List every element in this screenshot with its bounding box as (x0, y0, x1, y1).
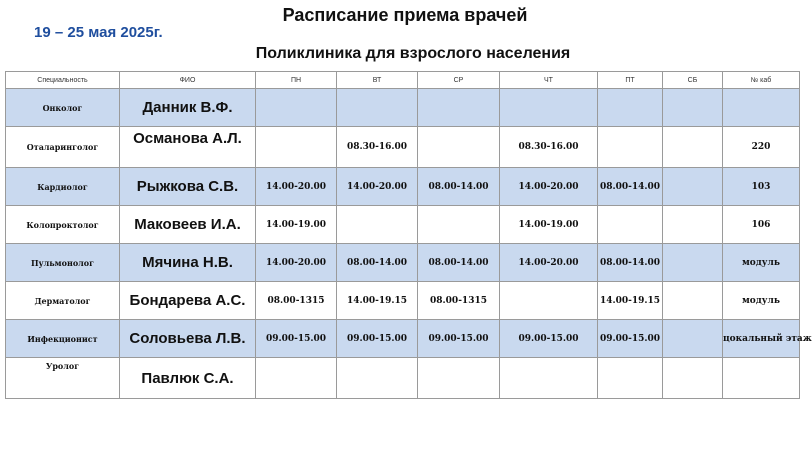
friday-hours-cell: 08.00-14.00 (598, 168, 663, 206)
table-row (6, 206, 800, 244)
table-row (6, 127, 800, 168)
monday-hours-cell (256, 89, 337, 127)
table-row (6, 168, 800, 206)
wednesday-hours-cell: 08.00-1315 (418, 282, 500, 320)
table-header-row (6, 72, 800, 89)
specialty-cell: Дерматолог (6, 282, 120, 320)
specialty-cell: Пульмонолог (6, 244, 120, 282)
wednesday-hours-cell: 09.00-15.00 (418, 320, 500, 358)
table-row (6, 320, 800, 358)
room-cell: 220 (723, 127, 800, 168)
friday-hours-cell (598, 206, 663, 244)
col-header-tue: ВТ (337, 72, 418, 89)
tuesday-hours-cell: 09.00-15.00 (337, 320, 418, 358)
room-cell (723, 89, 800, 127)
thursday-hours-cell: 09.00-15.00 (500, 320, 598, 358)
doctor-name-cell: Маковеев И.А. (120, 206, 256, 244)
table-row (6, 89, 800, 127)
thursday-hours-cell: 14.00-20.00 (500, 168, 598, 206)
wednesday-hours-cell (418, 206, 500, 244)
saturday-hours-cell (663, 320, 723, 358)
doctor-name-cell: Мячина Н.В. (120, 244, 256, 282)
saturday-hours-cell (663, 127, 723, 168)
schedule-table (5, 71, 812, 399)
saturday-hours-cell (663, 244, 723, 282)
doctor-name-cell: Бондарева А.С. (120, 282, 256, 320)
friday-hours-cell: 08.00-14.00 (598, 244, 663, 282)
monday-hours-cell: 14.00-19.00 (256, 206, 337, 244)
col-header-mon: ПН (256, 72, 337, 89)
doctor-name-cell: Османова А.Л. (120, 127, 256, 168)
friday-hours-cell: 14.00-19.15 (598, 282, 663, 320)
wednesday-hours-cell (418, 89, 500, 127)
page-subtitle: Поликлиника для взрослого населения (255, 45, 571, 62)
specialty-cell: Оталаринголог (6, 127, 120, 168)
room-cell (723, 358, 800, 399)
room-cell: модуль (723, 244, 800, 282)
specialty-cell: Онколог (6, 89, 120, 127)
friday-hours-cell (598, 89, 663, 127)
saturday-hours-cell (663, 358, 723, 399)
saturday-hours-cell (663, 206, 723, 244)
tuesday-hours-cell (337, 358, 418, 399)
table-row (6, 358, 800, 399)
doctor-name-cell: Рыжкова С.В. (120, 168, 256, 206)
thursday-hours-cell: 08.30-16.00 (500, 127, 598, 168)
col-header-room: № каб (723, 72, 800, 89)
room-cell: 103 (723, 168, 800, 206)
monday-hours-cell: 09.00-15.00 (256, 320, 337, 358)
specialty-cell: Уролог (6, 358, 120, 399)
tuesday-hours-cell: 08.00-14.00 (337, 244, 418, 282)
wednesday-hours-cell: 08.00-14.00 (418, 168, 500, 206)
wednesday-hours-cell (418, 358, 500, 399)
monday-hours-cell: 14.00-20.00 (256, 168, 337, 206)
table-row (6, 282, 800, 320)
col-header-wed: СР (418, 72, 500, 89)
tuesday-hours-cell: 14.00-19.15 (337, 282, 418, 320)
col-header-thu: ЧТ (500, 72, 598, 89)
monday-hours-cell: 08.00-1315 (256, 282, 337, 320)
room-cell: цокальный этаж (723, 320, 800, 358)
page-title: Расписание приема врачей (282, 5, 528, 25)
tuesday-hours-cell: 14.00-20.00 (337, 168, 418, 206)
specialty-cell: Инфекционист (6, 320, 120, 358)
thursday-hours-cell: 14.00-20.00 (500, 244, 598, 282)
monday-hours-cell (256, 358, 337, 399)
tuesday-hours-cell (337, 89, 418, 127)
col-header-fri: ПТ (598, 72, 663, 89)
thursday-hours-cell (500, 358, 598, 399)
room-cell: модуль (723, 282, 800, 320)
thursday-hours-cell (500, 89, 598, 127)
saturday-hours-cell (663, 89, 723, 127)
friday-hours-cell (598, 358, 663, 399)
doctor-name-cell: Павлюк С.А. (120, 358, 256, 399)
monday-hours-cell (256, 127, 337, 168)
col-header-sat: СБ (663, 72, 723, 89)
saturday-hours-cell (663, 168, 723, 206)
doctor-name-cell: Соловьева Л.В. (120, 320, 256, 358)
col-header-name: ФИО (120, 72, 256, 89)
monday-hours-cell: 14.00-20.00 (256, 244, 337, 282)
tuesday-hours-cell: 08.30-16.00 (337, 127, 418, 168)
col-header-specialty: Специальность (6, 72, 120, 89)
specialty-cell: Кардиолог (6, 168, 120, 206)
tuesday-hours-cell (337, 206, 418, 244)
wednesday-hours-cell (418, 127, 500, 168)
wednesday-hours-cell: 08.00-14.00 (418, 244, 500, 282)
friday-hours-cell (598, 127, 663, 168)
table-row (6, 244, 800, 282)
doctor-name-cell: Данник В.Ф. (120, 89, 256, 127)
thursday-hours-cell (500, 282, 598, 320)
thursday-hours-cell: 14.00-19.00 (500, 206, 598, 244)
date-range: 19 – 25 мая 2025г. (34, 24, 163, 41)
specialty-cell: Колопроктолог (6, 206, 120, 244)
friday-hours-cell: 09.00-15.00 (598, 320, 663, 358)
room-cell: 106 (723, 206, 800, 244)
saturday-hours-cell (663, 282, 723, 320)
